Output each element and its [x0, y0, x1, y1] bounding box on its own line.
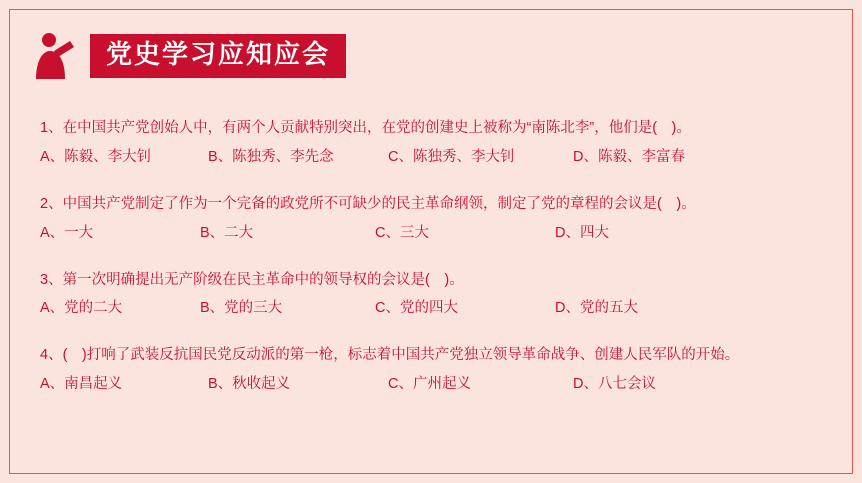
question-item	[40, 194, 832, 243]
option-b[interactable]: B、党的三大	[200, 300, 283, 317]
option-a[interactable]: A、南昌起义	[40, 376, 123, 392]
page-title: 党史学习应知应会	[106, 39, 331, 70]
option-d[interactable]: D、党的五大	[555, 300, 638, 317]
title-banner	[90, 34, 346, 78]
questions-list	[40, 118, 832, 421]
question-stem: 2、中国共产党制定了作为一个完备的政党所不可缺少的民主革命纲领，制定了党的章程的会议是( )。	[40, 195, 696, 212]
option-a[interactable]: A、党的二大	[40, 300, 123, 317]
question-options	[40, 147, 832, 167]
option-a[interactable]: A、陈毅、李大钊	[40, 148, 152, 165]
option-d[interactable]: D、陈毅、李富春	[573, 148, 685, 165]
question-stem: 1、在中国共产党创始人中，有两个人贡献特别突出，在党的创建史上被称为“南陈北李”，他们是( )。	[40, 120, 691, 136]
option-d[interactable]: D、四大	[555, 224, 609, 241]
option-b[interactable]: B、秋收起义	[208, 376, 291, 392]
option-c[interactable]: C、广州起义	[388, 376, 471, 392]
option-b[interactable]: B、二大	[200, 224, 254, 241]
question-item	[40, 345, 832, 394]
slide-header	[30, 30, 346, 82]
option-c[interactable]: C、陈独秀、李大钊	[388, 148, 515, 165]
question-options	[40, 374, 832, 394]
question-stem: 4、( )打响了武装反抗国民党反动派的第一枪，标志着中国共产党独立领导革命战争、创建人民军队的开始。	[40, 347, 740, 364]
option-a[interactable]: A、一大	[40, 224, 94, 241]
question-item	[40, 118, 832, 167]
option-c[interactable]: C、三大	[375, 224, 429, 241]
option-d[interactable]: D、八七会议	[573, 376, 656, 392]
option-b[interactable]: B、陈独秀、李先念	[208, 148, 334, 165]
question-options	[40, 223, 832, 243]
option-c[interactable]: C、党的四大	[375, 300, 458, 317]
party-emblem-icon	[30, 31, 76, 81]
question-item	[40, 270, 832, 319]
question-options	[40, 298, 832, 318]
question-stem: 3、第一次明确提出无产阶级在民主革命中的领导权的会议是( )。	[40, 271, 464, 288]
